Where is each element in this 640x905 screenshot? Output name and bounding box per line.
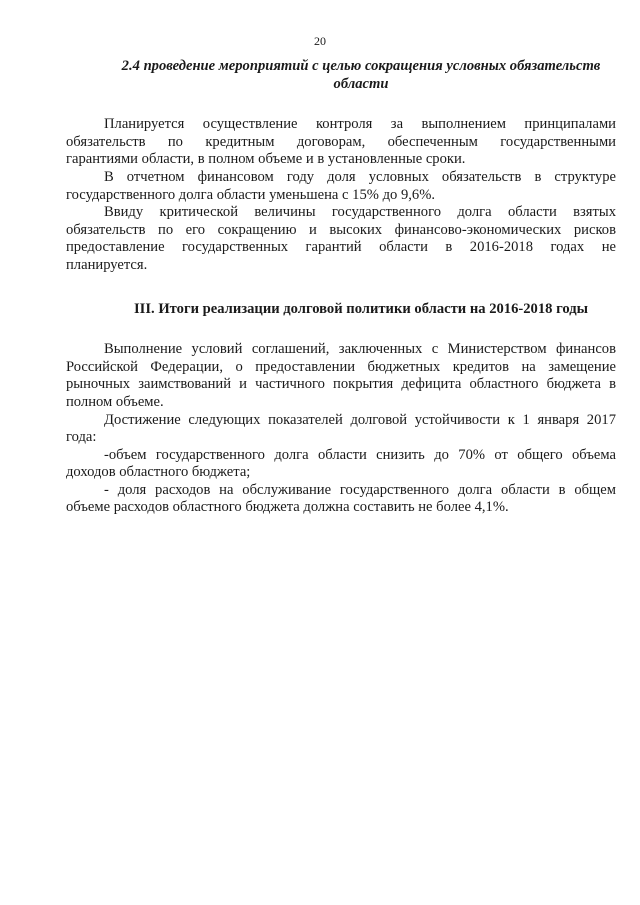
text-line: полном объеме.	[66, 393, 164, 410]
text-line: - доля расходов на обслуживание государственного долга области в общем	[104, 481, 616, 498]
text-line: государственного долга области уменьшена с 15% до 9,6%.	[66, 186, 435, 203]
section-heading-line: 2.4 проведение мероприятий с целью сокращения условных обязательств	[121, 58, 601, 74]
text-line: Достижение следующих показателей долговой устойчивости к 1 января 2017	[104, 411, 616, 428]
text-line: Ввиду критической величины государственного долга области взятых	[104, 204, 616, 221]
paragraph-guarantee-control	[66, 116, 616, 169]
list-item-debt-volume	[66, 447, 616, 482]
text-line: доходов областного бюджета;	[66, 464, 251, 481]
section-heading-line: области	[333, 75, 389, 92]
text-line: обязательств по кредитным договорам, обеспеченным государственными	[66, 133, 616, 150]
document-body	[66, 58, 616, 517]
text-line: гарантиями области, в полном объеме и в установленные сроки.	[66, 151, 466, 168]
text-line: планируется.	[66, 256, 148, 273]
paragraph-indicators	[66, 412, 616, 447]
text-line: Планируется осуществление контроля за выполнением принципалами	[104, 116, 616, 133]
text-line: года:	[66, 429, 97, 446]
section-heading-2-4	[106, 58, 616, 93]
text-line: обязательств по его сокращению и высоких финансово-экономических рисков	[66, 221, 616, 238]
paragraph-no-guarantees	[66, 204, 616, 274]
paragraph-agreements	[66, 341, 616, 411]
text-line: рыночных заимствований и частичного покрытия дефицита областного бюджета в	[66, 376, 616, 393]
list-item-debt-service-share	[66, 482, 616, 517]
page-number: 20	[314, 34, 326, 48]
text-line: В отчетном финансовом году доля условных обязательств в структуре	[104, 168, 616, 185]
text-line: Российской Федерации, о предоставлении бюджетных кредитов на замещение	[66, 358, 616, 375]
text-line: предоставление государственных гарантий области в 2016-2018 годах не	[66, 239, 616, 256]
text-line: -объем государственного долга области снизить до 70% от общего объема	[104, 446, 616, 463]
text-line: объеме расходов областного бюджета должна составить не более 4,1%.	[66, 499, 509, 516]
paragraph-contingent-share	[66, 169, 616, 204]
chapter-heading-3: III. Итоги реализации долговой политики области на 2016-2018 годы	[133, 300, 589, 317]
text-line: Выполнение условий соглашений, заключенных с Министерством финансов	[104, 341, 616, 358]
